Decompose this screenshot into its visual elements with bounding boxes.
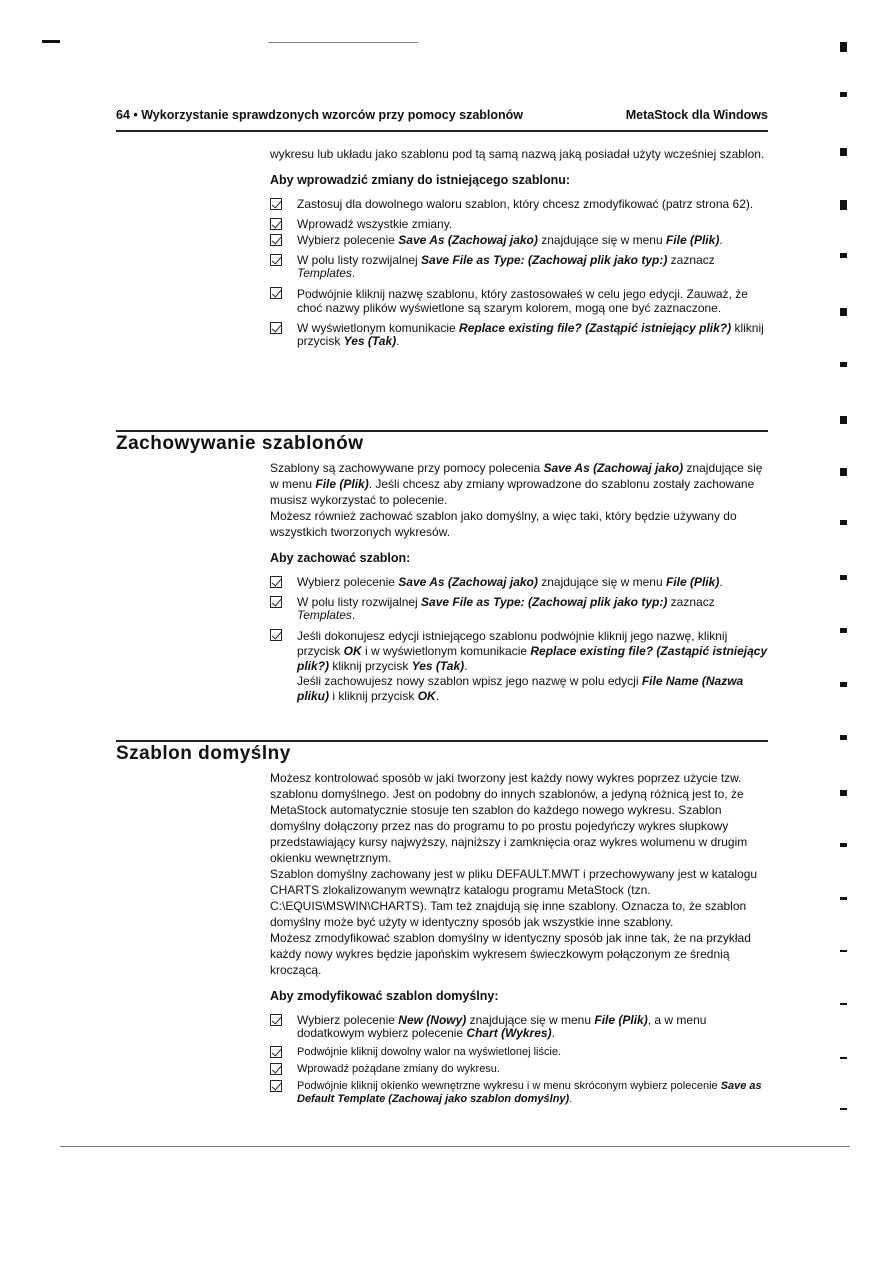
- checkbox-icon: [270, 596, 282, 608]
- list-item: Wybierz polecenie Save As (Zachowaj jako) znajdujące się w menu File (Plik).: [270, 234, 770, 247]
- default-lead: Aby zmodyfikować szablon domyślny:: [270, 989, 499, 1003]
- save-paragraph-1: Szablony są zachowywane przy pomocy polecenia Save As (Zachowaj jako) znajdujące się w menu File (Plik). Jeśli chcesz aby zmiany wprowadzone do szablonu zostały zachowane musisz wykorzystać to polecenie.: [270, 461, 763, 507]
- default-small-list: [270, 1046, 770, 1106]
- header-left: 64 • Wykorzystanie sprawdzonych wzorców przy pomocy szablonów: [116, 108, 524, 122]
- list-item: Wprowadź pożądane zmiany do wykresu.: [270, 1063, 770, 1076]
- list-item: W polu listy rozwijalnej Save File as Type: (Zachowaj plik jako typ:) zaznacz Templates.: [270, 254, 770, 280]
- list-item: W polu listy rozwijalnej Save File as Type: (Zachowaj plik jako typ:) zaznacz Templates.: [270, 596, 770, 622]
- checkbox-icon: [270, 1046, 282, 1058]
- default-paragraph-1: Możesz kontrolować sposób w jaki tworzony jest każdy nowy wykres poprzez użycie tzw. szablonu domyślnego. Jest on podobny do innych szablonów, a jedyną różnicą jest to, że MetaStock automatycznie stosuje ten szablon do każdego nowego wykresu. Szablon domyślny dołączony przez nas do programu to po prostu pojedyńczy wykres słupkowy przedstawiający kursy najwyższy, najniższy i zamknięcia oraz wykres wolumenu w drugim okienku wewnętrznym.: [270, 771, 748, 865]
- modify-block: [270, 146, 770, 355]
- save-lead: Aby zachować szablon:: [270, 551, 411, 565]
- list-item: Zastosuj dla dowolnego waloru szablon, który chcesz zmodyfikować (patrz strona 62).: [270, 198, 770, 211]
- header-right: MetaStock dla Windows: [625, 108, 768, 122]
- scan-line-top: [268, 42, 418, 43]
- default-paragraph-3: Możesz zmodyfikować szablon domyślny w identyczny sposób jak inne tak, że na przykład każdy nowy wykres będzie japońskim wykresem świeczkowym połączonym ze średnią kroczącą.: [270, 931, 751, 977]
- list-item: Podwójnie kliknij dowolny walor na wyświetlonej liście.: [270, 1046, 770, 1059]
- intro-text: wykresu lub układu jako szablonu pod tą samą nazwą jaką posiadał użyty wcześniej szablon.: [270, 147, 765, 161]
- scan-line-bottom: [60, 1146, 850, 1147]
- list-item: Wybierz polecenie Save As (Zachowaj jako) znajdujące się w menu File (Plik).: [270, 576, 770, 589]
- save-paragraph-2: Możesz również zachować szablon jako domyślny, a więc taki, który będzie używany do wszystkich tworzonych wykresów.: [270, 509, 737, 539]
- checkbox-icon: [270, 234, 282, 246]
- header-rule: [116, 130, 768, 132]
- section-rule-save: [116, 430, 768, 432]
- running-header: [116, 104, 768, 126]
- checkbox-icon: [270, 254, 282, 266]
- checkbox-icon: [270, 576, 282, 588]
- section-title-save: Zachowywanie szablonów: [116, 433, 364, 454]
- checkbox-icon: [270, 198, 282, 210]
- list-item: Podwójnie kliknij nazwę szablonu, który zastosowałeś w celu jego edycji. Zauważ, że choć nazwy plików wyświetlone są szarym kolorem, mogą one być zaznaczone.: [270, 287, 770, 315]
- default-block: [270, 770, 770, 1110]
- list-item: Wybierz polecenie New (Nowy) znajdujące się w menu File (Plik), a w menu dodatkowym wybierz polecenie Chart (Wykres).: [270, 1014, 770, 1040]
- checkbox-icon: [270, 1014, 282, 1026]
- list-item: Wprowadź wszystkie zmiany.: [270, 218, 770, 231]
- checkbox-icon: [270, 1063, 282, 1075]
- default-paragraph-2: Szablon domyślny zachowany jest w pliku DEFAULT.MWT i przechowywany jest w katalogu CHARTS zlokalizowanym wewnątrz katalogu programu MetaStock (tzn. C:\EQUIS\MSWIN\CHARTS). Tam też znajdują się inne szablony. Oznacza to, że szablon domyślny może być użyty w identyczny sposób jak wszystkie inne szablony.: [270, 867, 758, 929]
- list-item: W wyświetlonym komunikacie Replace existing file? (Zastąpić istniejący plik?) kliknij przycisk Yes (Tak).: [270, 322, 770, 348]
- list-item: Podwójnie kliknij okienko wewnętrzne wykresu i w menu skróconym wybierz polecenie Save as Default Template (Zachowaj jako szablon domyślny).: [270, 1080, 770, 1106]
- section-rule-default: [116, 740, 768, 742]
- checkbox-icon: [270, 287, 282, 299]
- checkbox-icon: [270, 629, 282, 641]
- scan-mark-top-left: [42, 40, 60, 43]
- modify-lead: Aby wprowadzić zmiany do istniejącego szablonu:: [270, 173, 571, 187]
- save-block: [270, 460, 770, 711]
- checkbox-icon: [270, 218, 282, 230]
- checkbox-icon: [270, 322, 282, 334]
- section-title-default: Szablon domyślny: [116, 743, 291, 764]
- list-item: Jeśli dokonujesz edycji istniejącego szablonu podwójnie kliknij jego nazwę, kliknij przycisk OK i w wyświetlonym komunikacie Replace existing file? (Zastąpić istniejący plik?) kliknij przycisk Yes (Tak). Jeśli zachowujesz nowy szablon wpisz jego nazwę w polu edycji File Name (Nazwa pliku) i kliknij przycisk OK.: [270, 629, 770, 704]
- checkbox-icon: [270, 1080, 282, 1092]
